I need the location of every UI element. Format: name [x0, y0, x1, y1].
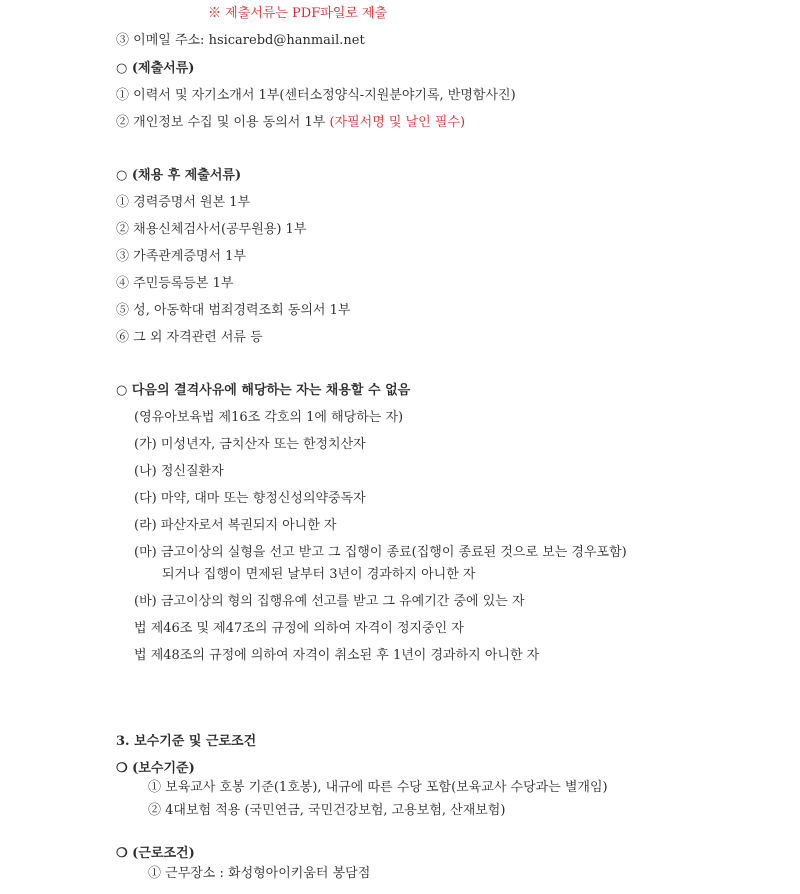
disqualification-item-ma-cont: 되거나 집행이 면제된 날부터 3년이 경과하지 아니한 자 — [162, 567, 476, 582]
pdf-submission-notice: ※ 제출서류는 PDF파일로 제출 — [208, 6, 388, 21]
disqualification-item-da: (다) 마약, 대마 또는 향정신성의약중독자 — [134, 491, 366, 506]
after-hire-docs-heading: ○ (채용 후 제출서류) — [116, 168, 242, 183]
pay-standard-heading: ❍ (보수기준) — [116, 761, 195, 776]
after-hire-docs-item-6: ⑥ 그 외 자격관련 서류 등 — [116, 330, 263, 345]
signature-required-note: (자필서명 및 날인 필수) — [329, 115, 466, 130]
disqualification-item-na: (나) 정신질환자 — [134, 464, 224, 479]
after-hire-docs-item-5: ⑤ 성, 아동학대 범죄경력조회 동의서 1부 — [116, 303, 351, 318]
work-conditions-item-1: ① 근무장소 : 화성형아이키움터 봉담점 — [148, 866, 371, 881]
disqualification-item-ma: (마) 금고이상의 실형을 선고 받고 그 집행이 종료(집행이 종료된 것으로 보는 경우포함) — [134, 545, 627, 560]
disqualification-item-ga: (가) 미성년자, 금치산자 또는 한정치산자 — [134, 437, 366, 452]
submit-docs-item-1: ① 이력서 및 자기소개서 1부(센터소정양식-지원분야기록, 반명함사진) — [116, 88, 516, 103]
email-line: ③ 이메일 주소: hsicarebd@hanmail.net — [116, 33, 365, 48]
disqualification-heading: ○ 다음의 결격사유에 해당하는 자는 채용할 수 없음 — [116, 383, 411, 398]
submit-docs-item-2 — [116, 114, 465, 132]
disqualification-item-law46: 법 제46조 및 제47조의 규정에 의하여 자격이 정지중인 자 — [134, 621, 464, 636]
disqualification-intro: (영유아보육법 제16조 각호의 1에 해당하는 자) — [134, 410, 404, 425]
submit-docs-item-2-text: ② 개인정보 수집 및 이용 동의서 1부 — [116, 115, 330, 130]
pay-standard-item-1: ① 보육교사 호봉 기준(1호봉), 내규에 따른 수당 포함(보육교사 수당과는 별개임) — [148, 780, 608, 795]
after-hire-docs-item-2: ② 채용신체검사서(공무원용) 1부 — [116, 222, 307, 237]
section-3-title: 3. 보수기준 및 근로조건 — [116, 734, 257, 749]
pay-standard-item-2: ② 4대보험 적용 (국민연금, 국민건강보험, 고용보험, 산재보험) — [148, 803, 506, 818]
submit-docs-heading: ○ (제출서류) — [116, 61, 195, 76]
after-hire-docs-item-4: ④ 주민등록등본 1부 — [116, 276, 234, 291]
disqualification-item-ra: (라) 파산자로서 복권되지 아니한 자 — [134, 518, 337, 533]
after-hire-docs-item-3: ③ 가족관계증명서 1부 — [116, 249, 246, 264]
after-hire-docs-item-1: ① 경력증명서 원본 1부 — [116, 195, 251, 210]
disqualification-item-law48: 법 제48조의 규정에 의하여 자격이 취소된 후 1년이 경과하지 아니한 자 — [134, 648, 540, 663]
work-conditions-heading: ❍ (근로조건) — [116, 846, 195, 861]
disqualification-item-ba: (바) 금고이상의 형의 집행유예 선고를 받고 그 유예기간 중에 있는 자 — [134, 594, 525, 609]
